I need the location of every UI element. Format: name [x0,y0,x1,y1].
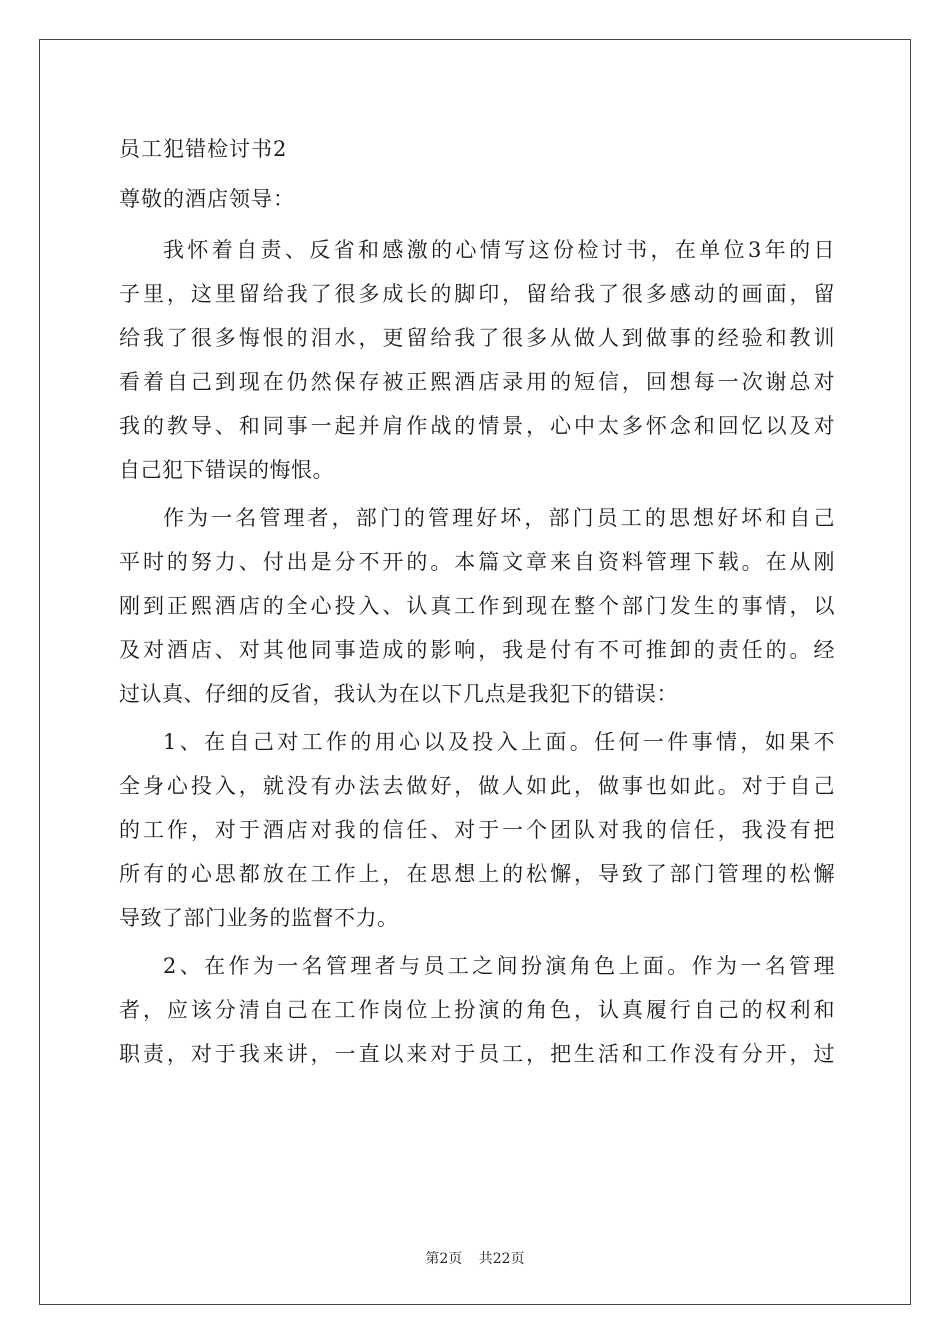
paragraph-line: 给我了很多悔恨的泪水，更留给我了很多从做人到做事的经验和教训 [119,326,835,350]
paragraph-line: 刚到正熙酒店的全心投入、认真工作到现在整个部门发生的事情，以 [119,594,835,618]
paragraph-line: 所有的心思都放在工作上，在思想上的松懈，导致了部门管理的松懈 [119,862,835,886]
page-total: 共22页 [478,1251,525,1267]
paragraph-line: 自己犯下错误的悔恨。 [119,458,334,482]
salutation: 尊敬的酒店领导： [119,187,295,211]
paragraph-line: 看着自己到现在仍然保存被正熙酒店录用的短信，回想每一次谢总对 [119,370,835,394]
paragraph-line: 导致了部门业务的监督不力。 [119,906,399,930]
paragraph-line: 2、在作为一名管理者与员工之间扮演角色上面。作为一名管理 [163,954,835,978]
page-footer [0,1248,950,1268]
paragraph-line: 1、在自己对工作的用心以及投入上面。任何一件事情，如果不 [163,730,835,754]
paragraph-line: 作为一名管理者，部门的管理好坏，部门员工的思想好坏和自己 [163,506,835,530]
paragraph-line: 过认真、仔细的反省，我认为在以下几点是我犯下的错误： [119,682,678,706]
paragraph-line: 子里，这里留给我了很多成长的脚印，留给我了很多感动的画面，留 [119,282,835,306]
paragraph-4 [119,944,835,1076]
paragraph-2 [119,496,835,716]
paragraph-line: 我怀着自责、反省和感激的心情写这份检讨书，在单位3年的日 [163,238,835,262]
paragraph-line: 全身心投入，就没有办法去做好，做人如此，做事也如此。对于自己 [119,774,835,798]
paragraph-1 [119,228,835,492]
paragraph-line: 的工作，对于酒店对我的信任、对于一个团队对我的信任，我没有把 [119,818,835,842]
page-number: 第2页 [425,1251,463,1267]
paragraph-line: 及对酒店、对其他同事造成的影响，我是付有不可推卸的责任的。经 [119,638,835,662]
document-title: 员工犯错检讨书2 [119,137,288,161]
document-body [119,124,835,1076]
paragraph-line: 平时的努力、付出是分不开的。本篇文章来自资料管理下载。在从刚 [119,550,835,574]
paragraph-3 [119,720,835,940]
paragraph-line: 职责，对于我来讲，一直以来对于员工，把生活和工作没有分开，过 [119,1042,835,1066]
paragraph-line: 我的教导、和同事一起并肩作战的情景，心中太多怀念和回忆以及对 [119,414,835,438]
paragraph-line: 者，应该分清自己在工作岗位上扮演的角色，认真履行自己的权利和 [119,998,835,1022]
